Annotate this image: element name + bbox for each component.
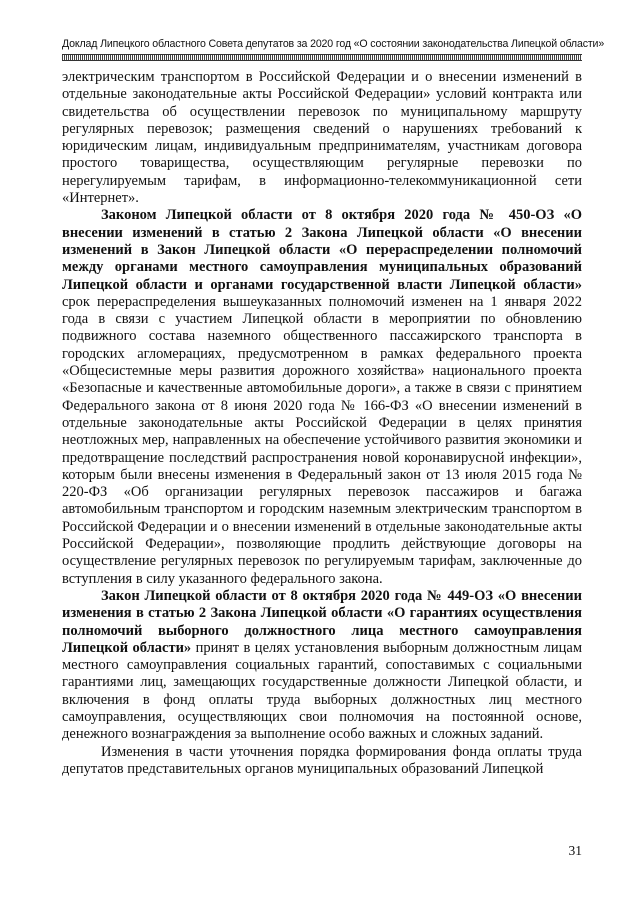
law-449-text: принят в целях установления выборным должностным лицам местного самоуправления социальных гарантий, сопоставимых с социальными гарантиями лиц, замещающих государственные должности Липецкой области, и включения в фонд оплаты труда выборных должностных лиц местного самоуправления, осуществляющих свои полномочия на постоянной основе, денежного вознаграждения за выполнение особо важных и сложных заданий. xyxy=(62,639,583,743)
law-449-title: Закон Липецкой области от 8 октября 2020 года № 449-ОЗ «О внесении изменения в статью 2 Закона Липецкой области «О гарантиях осуществления полномочий выборного должностного лица местного самоуправления Липецкой области» xyxy=(62,587,582,656)
running-header: Доклад Липецкого областного Совета депутатов за 2020 год «О состоянии законодательства Липецкой области» xyxy=(62,38,605,50)
law-450-text: срок перераспределения вышеуказанных полномочий изменен на 1 января 2022 года в связи с участием Липецкой области в мероприятии по обновлению подвижного состава наземного общественного пассажирского транспорта в городских агломерациях, предусмотренном в рамках федерального проекта «Общесистемные меры развития дорожного хозяйства» национального проекта «Безопасные и качественные автомобильные дороги», а также в связи с принятием Федерального закона от 8 июня 2020 года № 166-ФЗ «О внесении изменений в отдельные законодательные акты Российской Федерации в целях принятия неотложных мер, направленных на обеспечение устойчивого развития экономики и предотвращение последствий распространения новой коронавирусной инфекции», которым были внесены изменения в Федеральный закон от 13 июля 2015 года № 220-ФЗ «Об организации регулярных перевозок пассажиров и багажа автомобильным транспортом и городским наземным электрическим транспортом в Российской Федерации и о внесении изменений в отдельные законодательные акты Российской Федерации», позволяющие продлить действующие договоры на осуществление регулярных перевозок по регулируемым тарифам, заключенные до вступления в силу указанного федерального закона. xyxy=(62,293,582,587)
header-divider xyxy=(62,54,582,61)
paragraph-payroll-changes: Изменения в части уточнения порядка формирования фонда оплаты труда депутатов представительных органов муниципальных образований Липецкой xyxy=(62,743,582,777)
page-number: 31 xyxy=(568,843,582,858)
page-body xyxy=(62,69,582,778)
paragraph-continuation: электрическим транспортом в Российской Федерации и о внесении изменений в отдельные законодательные акты Российской Федерации» условий контракта или свидетельства об осуществлении перевозок по муниципальному маршруту регулярных перевозок; размещения сведений о нарушениях требований к юридическим лицам, индивидуальным предпринимателям, участникам договора простого товарищества, осуществляющим регулярные перевозки по нерегулируемым тарифам, в информационно-телекоммуникационной сети «Интернет». xyxy=(62,69,582,207)
paragraph-law-449 xyxy=(62,588,582,744)
paragraph-law-450 xyxy=(62,207,582,588)
law-450-title: Законом Липецкой области от 8 октября 2020 года № 450-ОЗ «О внесении изменений в статью 2 Закона Липецкой области «О внесении изменений в Закон Липецкой области «О перераспределении полномочий между органами местного самоуправления муниципальных образований Липецкой области и органами государственной власти Липецкой области» xyxy=(62,207,582,293)
